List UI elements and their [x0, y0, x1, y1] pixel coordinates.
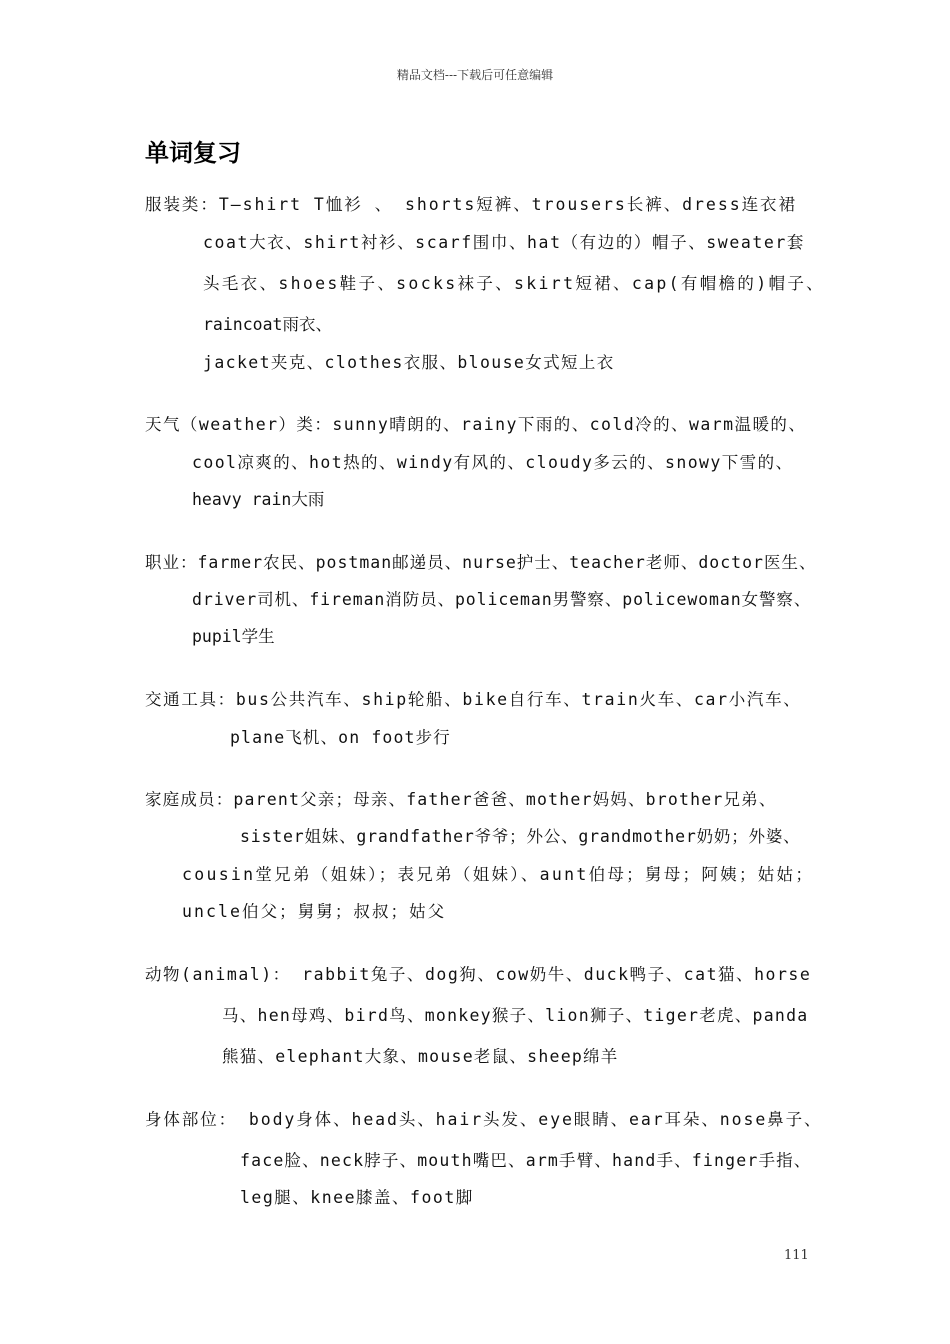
body-line: leg腿、knee膝盖、foot脚	[240, 1188, 474, 1207]
family-line: 家庭成员：parent父亲；母亲、father爸爸、mother妈妈、brother兄弟、	[145, 790, 777, 809]
clothing-line: coat大衣、shirt衬衫、scarf围巾、hat（有边的）帽子、sweater套	[203, 233, 805, 252]
jobs-line: driver司机、fireman消防员、policeman男警察、policewoman女警察、	[192, 590, 812, 609]
clothing-line: raincoat雨衣、	[203, 315, 332, 334]
weather-line: 天气（weather）类：sunny晴朗的、rainy下雨的、cold冷的、warm温暖的、	[145, 415, 807, 434]
animals-line: 马、hen母鸡、bird鸟、monkey猴子、lion狮子、tiger老虎、panda	[222, 1006, 809, 1025]
jobs-line: pupil学生	[192, 627, 275, 646]
body-line: 身体部位： body身体、head头、hair头发、eye眼睛、ear耳朵、nose鼻子、	[145, 1110, 823, 1129]
weather-line: cool凉爽的、hot热的、windy有风的、cloudy多云的、snowy下雪的、	[192, 453, 794, 472]
page-number: 111	[784, 1248, 809, 1263]
family-line: sister姐妹、grandfather爷爷；外公、grandmother奶奶；外婆、	[240, 827, 801, 846]
jobs-line: 职业：farmer农民、postman邮递员、nurse护士、teacher老师、doctor医生、	[145, 553, 817, 572]
family-line: uncle伯父；舅舅；叔叔；姑父	[182, 902, 447, 921]
clothing-line: 头毛衣、shoes鞋子、socks袜子、skirt短裙、cap(有帽檐的)帽子、	[203, 274, 826, 293]
animals-line: 熊猫、elephant大象、mouse老鼠、sheep绵羊	[222, 1047, 619, 1066]
family-line: cousin堂兄弟（姐妹）；表兄弟（姐妹）、aunt伯母；舅母；阿姨；姑姑；	[182, 865, 815, 884]
page-header: 精品文档---下载后可任意编辑	[396, 68, 554, 82]
clothing-line: jacket夹克、clothes衣服、blouse女式短上衣	[203, 353, 615, 372]
weather-line: heavy rain大雨	[192, 490, 325, 509]
body-line: face脸、neck脖子、mouth嘴巴、arm手臂、hand手、finger手指、	[240, 1151, 812, 1170]
animals-line: 动物(animal)： rabbit兔子、dog狗、cow奶牛、duck鸭子、cat猫、horse	[145, 965, 812, 984]
page-title: 单词复习	[145, 139, 241, 167]
transport-line: 交通工具：bus公共汽车、ship轮船、bike自行车、train火车、car小汽车、	[145, 690, 802, 709]
clothing-line: 服装类：T—shirt T恤衫 、 shorts短裤、trousers长裤、dress连衣裙	[145, 195, 797, 214]
transport-line: plane飞机、on foot步行	[230, 728, 451, 747]
